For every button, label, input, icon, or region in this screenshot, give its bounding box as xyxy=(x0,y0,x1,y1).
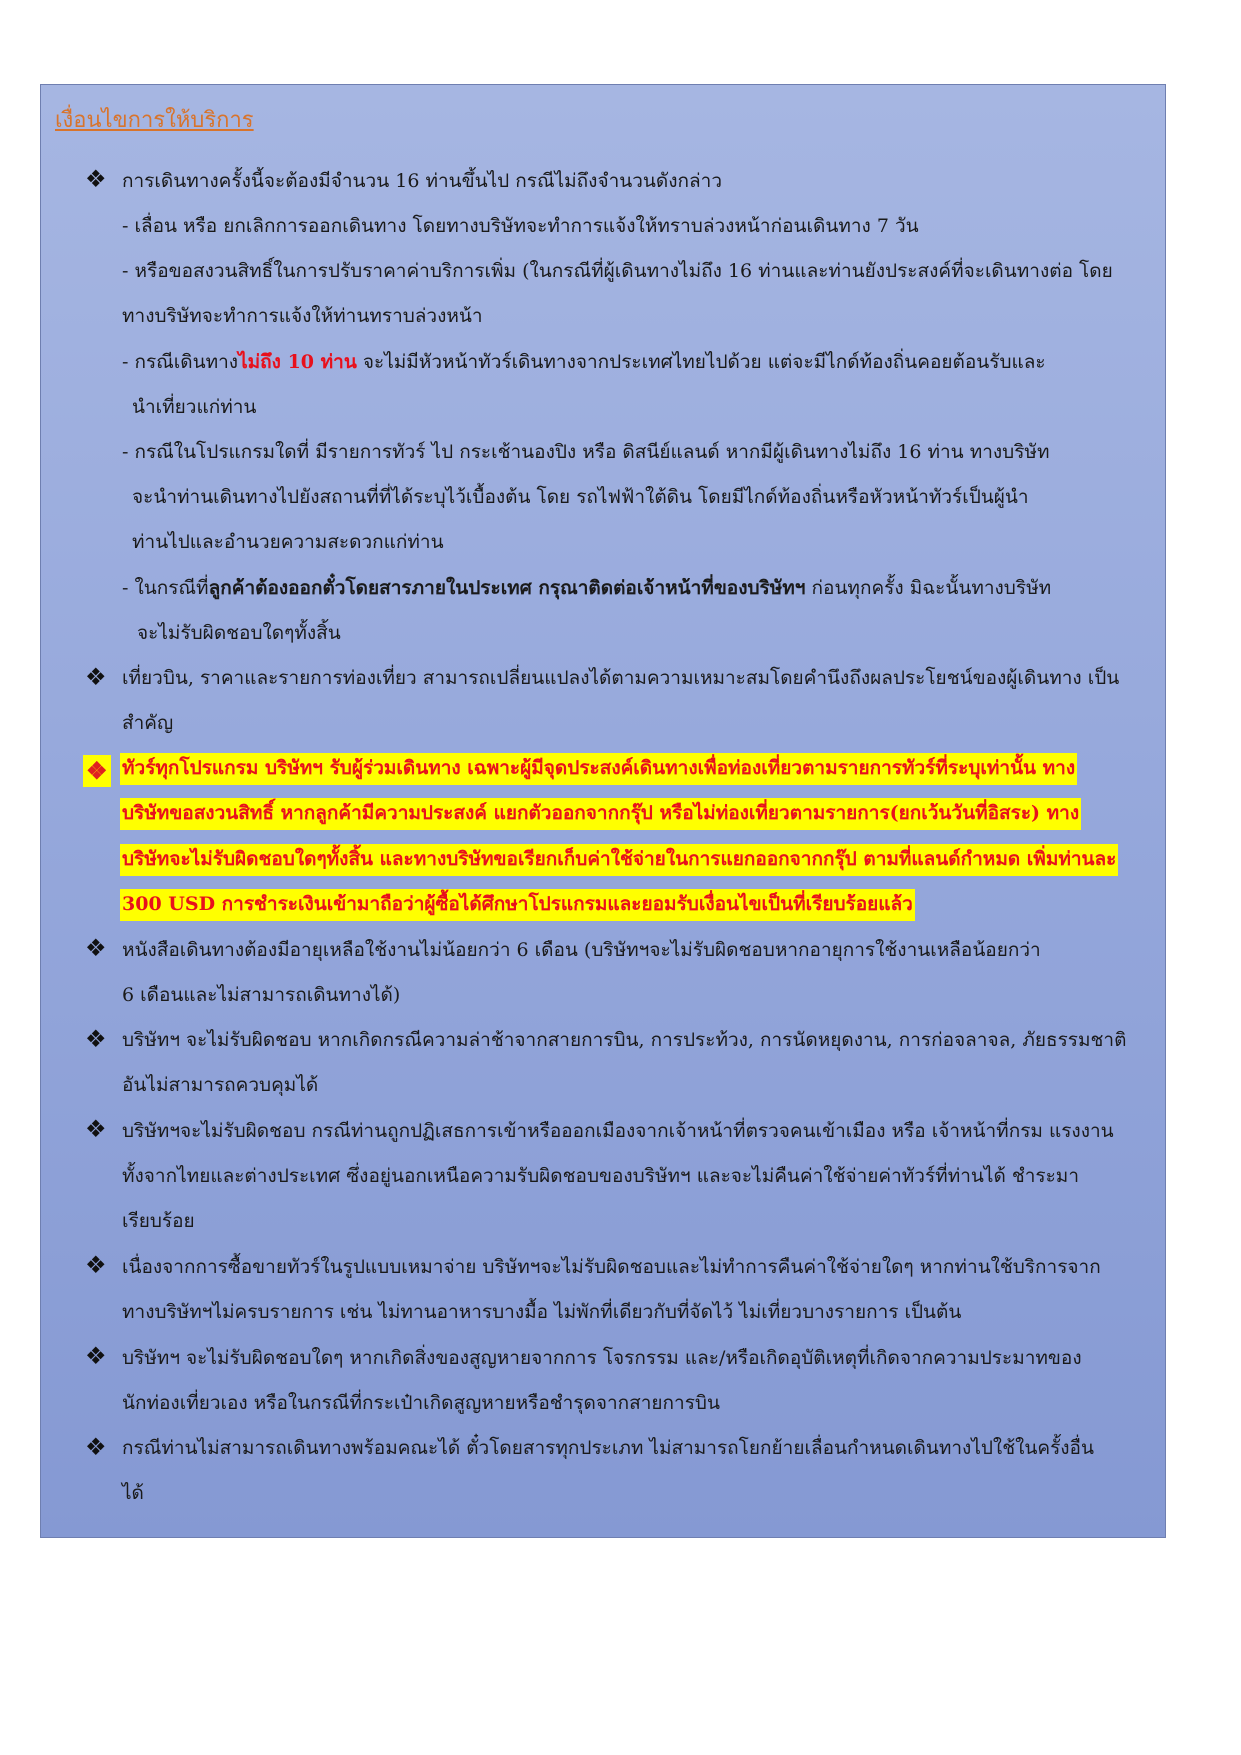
list-item-text: เรียบร้อย xyxy=(122,1210,195,1232)
bold-text: ลูกค้าต้องออกตั๋วโดยสารภายในประเทศ กรุณาติดต่อเจ้าหน้าที่ของบริษัทฯ xyxy=(208,577,806,599)
list-item-text: ท่านไปและอำนวยความสะดวกแก่ท่าน xyxy=(132,531,444,553)
list-item-text: - กรณีเดินทางไม่ถึง 10 ท่าน จะไม่มีหัวหน้าทัวร์เดินทางจากประเทศไทยไปด้วย แต่จะมีไกด์ท้องถิ่นคอยต้อนรับและ xyxy=(122,351,1046,373)
highlighted-notice: ทัวร์ทุกโปรแกรม บริษัทฯ รับผู้ร่วมเดินทาง เฉพาะผู้มีจุดประสงค์เดินทางเพื่อท่องเที่ยวตามรายการทัวร์ที่ระบุเท่านั้น ทาง xyxy=(120,753,1077,785)
list-item-text: ได้ xyxy=(122,1482,144,1504)
diamond-bullet-icon: ❖ xyxy=(83,755,111,787)
list-item-text: 6 เดือนและไม่สามารถเดินทางได้) xyxy=(122,984,401,1006)
diamond-bullet-icon: ❖ xyxy=(85,1251,107,1279)
diamond-bullet-icon: ❖ xyxy=(85,1115,107,1143)
section-title: เงื่อนไขการให้บริการ xyxy=(55,108,254,133)
highlighted-notice: บริษัทขอสงวนสิทธิ์ หากลูกค้ามีความประสงค์ แยกตัวออกจากกรุ๊ป หรือไม่ท่องเที่ยวตามรายการ(ยกเว้นวันที่อิสระ) ทาง xyxy=(120,798,1081,830)
list-item-text: - กรณีในโปรแกรมใดที่ มีรายการทัวร์ ไป กระเช้านองปิง หรือ ดิสนีย์แลนด์ หากมีผู้เดินทางไม่ถึง 16 ท่าน ทางบริษัท xyxy=(122,441,1050,463)
list-item-text: บริษัทฯ จะไม่รับผิดชอบ หากเกิดกรณีความล่าช้าจากสายการบิน, การประท้วง, การนัดหยุดงาน, การก่อจลาจล, ภัยธรรมชาติ xyxy=(122,1029,1127,1051)
list-item-text: อันไม่สามารถควบคุมได้ xyxy=(122,1074,319,1096)
list-item-text: - เลื่อน หรือ ยกเลิกการออกเดินทาง โดยทางบริษัทจะทำการแจ้งให้ทราบล่วงหน้าก่อนเดินทาง 7 วัน xyxy=(122,215,919,237)
diamond-bullet-icon: ❖ xyxy=(85,1025,107,1053)
diamond-bullet-icon: ❖ xyxy=(85,1342,107,1370)
list-item-text: - หรือขอสงวนสิทธิ์ในการปรับราคาค่าบริการเพิ่ม (ในกรณีที่ผู้เดินทางไม่ถึง 16 ท่านและท่านยังประสงค์ที่จะเดินทางต่อ โดย xyxy=(122,260,1113,282)
list-item-text: บริษัทฯ จะไม่รับผิดชอบใดๆ หากเกิดสิ่งของสูญหายจากการ โจรกรรม และ/หรือเกิดอุบัติเหตุที่เกิดจากความประมาทของ xyxy=(122,1347,1082,1369)
diamond-bullet-icon: ❖ xyxy=(85,1433,107,1461)
diamond-bullet-icon: ❖ xyxy=(85,663,107,691)
list-item-text: เนื่องจากการซื้อขายทัวร์ในรูปแบบเหมาจ่าย บริษัทฯจะไม่รับผิดชอบและไม่ทำการคืนค่าใช้จ่ายใดๆ หากท่านใช้บริการจาก xyxy=(122,1256,1101,1278)
list-item-text: จะนำท่านเดินทางไปยังสถานที่ที่ได้ระบุไว้เบื้องต้น โดย รถไฟฟ้าใต้ดิน โดยมีไกด์ท้องถิ่นหรือหัวหน้าทัวร์เป็นผู้นำ xyxy=(132,486,1029,508)
list-item-text: - ในกรณีที่ลูกค้าต้องออกตั๋วโดยสารภายในประเทศ กรุณาติดต่อเจ้าหน้าที่ของบริษัทฯ ก่อนทุกครั้ง มิฉะนั้นทางบริษัท xyxy=(122,577,1052,599)
list-item-text: บริษัทฯจะไม่รับผิดชอบ กรณีท่านถูกปฏิเสธการเข้าหรือออกเมืองจากเจ้าหน้าที่ตรวจคนเข้าเมือง หรือ เจ้าหน้าที่กรม แรงงาน xyxy=(122,1120,1114,1142)
list-item-text: ทางบริษัทจะทำการแจ้งให้ท่านทราบล่วงหน้า xyxy=(122,305,483,327)
list-item-text: หนังสือเดินทางต้องมีอายุเหลือใช้งานไม่น้อยกว่า 6 เดือน (บริษัทฯจะไม่รับผิดชอบหากอายุการใช้งานเหลือน้อยกว่า xyxy=(122,939,1041,961)
list-item-text: เที่ยวบิน, ราคาและรายการท่องเที่ยว สามารถเปลี่ยนแปลงได้ตามความเหมาะสมโดยคำนึงถึงผลประโยชน์ของผู้เดินทาง เป็น xyxy=(122,667,1120,689)
list-item-text: นักท่องเที่ยวเอง หรือในกรณีที่กระเป๋าเกิดสูญหายหรือชำรุดจากสายการบิน xyxy=(122,1392,720,1414)
highlighted-notice: บริษัทจะไม่รับผิดชอบใดๆทั้งสิ้น และทางบริษัทขอเรียกเก็บค่าใช้จ่ายในการแยกออกจากกรุ๊ป ตามที่แลนด์กำหมด เพิ่มท่านละ xyxy=(120,844,1118,876)
conditions-panel xyxy=(40,84,1166,1538)
highlight-text: ไม่ถึง 10 ท่าน xyxy=(238,351,357,373)
diamond-bullet-icon: ❖ xyxy=(85,934,107,962)
highlighted-notice: 300 USD การชำระเงินเข้ามาถือว่าผู้ซื้อได้ศึกษาโปรแกรมและยอมรับเงื่อนไขเป็นที่เรียบร้อยแล้ว xyxy=(120,889,915,921)
diamond-bullet-icon: ❖ xyxy=(85,165,107,193)
list-item-text: การเดินทางครั้งนี้จะต้องมีจำนวน 16 ท่านขึ้นไป กรณีไม่ถึงจำนวนดังกล่าว xyxy=(122,170,723,192)
list-item-text: จะไม่รับผิดชอบใดๆทั้งสิ้น xyxy=(137,622,341,644)
list-item-text: สำคัญ xyxy=(122,712,174,734)
list-item-text: ทางบริษัทฯไม่ครบรายการ เช่น ไม่ทานอาหารบางมื้อ ไม่พักที่เดียวกับที่จัดไว้ ไม่เที่ยวบางรายการ เป็นต้น xyxy=(122,1301,962,1323)
list-item-text: ทั้งจากไทยและต่างประเทศ ซึ่งอยู่นอกเหนือความรับผิดชอบของบริษัทฯ และจะไม่คืนค่าใช้จ่ายค่าทัวร์ที่ท่านได้ ชำระมา xyxy=(122,1165,1079,1187)
list-item-text: กรณีท่านไม่สามารถเดินทางพร้อมคณะได้ ตั๋วโดยสารทุกประเภท ไม่สามารถโยกย้ายเลื่อนกำหนดเดินทางไปใช้ในครั้งอื่น xyxy=(122,1437,1094,1459)
list-item-text: นำเที่ยวแก่ท่าน xyxy=(132,396,257,418)
